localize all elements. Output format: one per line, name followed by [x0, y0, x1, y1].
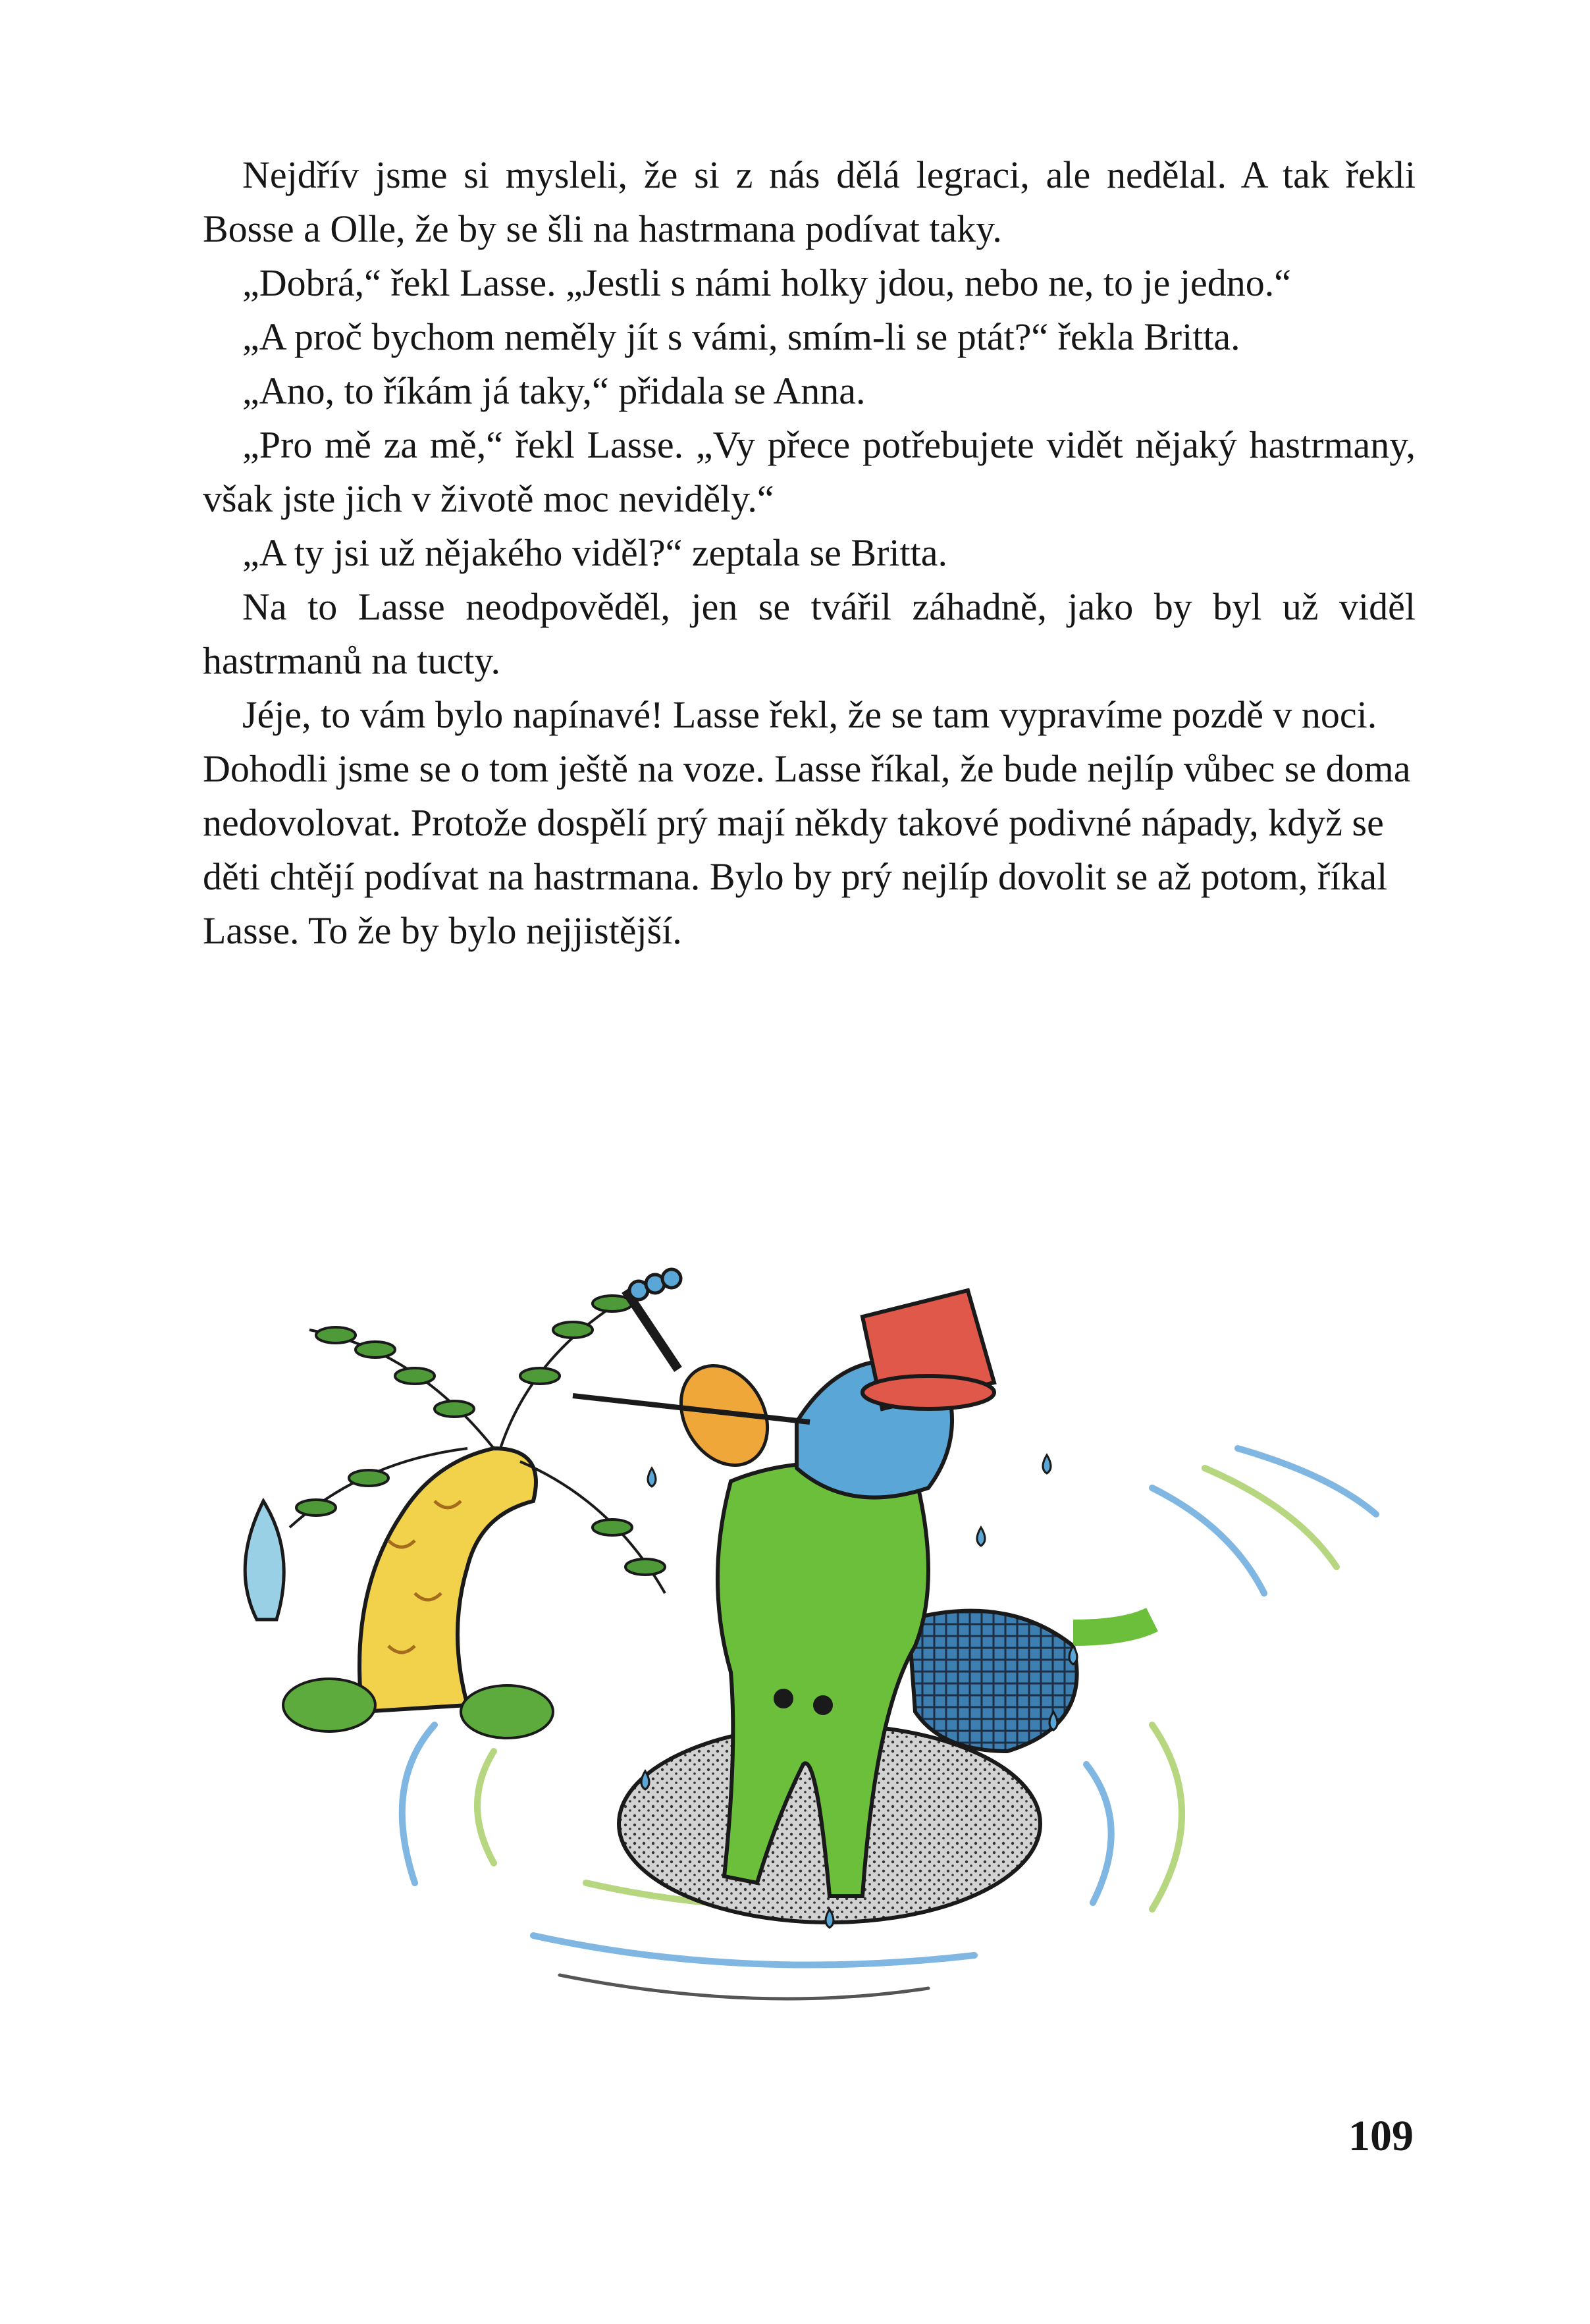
- paragraph: Nejdřív jsme si mysleli, že si z nás dělá legraci, ale nedělal. A tak řekli Bosse a Olle, že by se šli na hastrmana podívat taky.: [203, 153, 1416, 250]
- paragraph: „Ano, to říkám já taky,“ přidala se Anna.: [242, 369, 866, 412]
- paragraph: „A proč bychom neměly jít s vámi, smím-li se ptát?“ řekla Britta.: [242, 315, 1240, 358]
- water-sprite-illustration-icon: [217, 1251, 1416, 2028]
- small-plant: [245, 1501, 284, 1620]
- body-text: [203, 148, 1416, 958]
- paragraph: „Pro mě za mě,“ řekl Lasse. „Vy přece potřebujete vidět nějaký hastrmany, však jste jich v životě moc neviděly.“: [203, 423, 1416, 520]
- paragraph: Na to Lasse neodpověděl, jen se tvářil záhadně, jako by byl už viděl hastrmanů na tucty.: [203, 585, 1416, 682]
- paragraph: „Dobrá,“ řekl Lasse. „Jestli s námi holky jdou, nebo ne, to je jedno.“: [242, 261, 1291, 304]
- paragraph: „A ty jsi už nějakého viděl?“ zeptala se Britta.: [242, 531, 947, 574]
- willow-tree: [283, 1290, 665, 1738]
- page-number: 109: [1348, 2112, 1414, 2160]
- paragraph: Jéje, to vám bylo napínavé! Lasse řekl, že se tam vypravíme pozdě v noci. Dohodli jsme se o tom ještě na voze. Lasse říkal, že bude nejlíp vůbec se doma nedovolovat. Protože dospělí prý mají někdy takové podivné nápady, když se děti chtějí podívat na hastrmana. Bylo by prý nejlíp dovolit se až potom, říkal Lasse. To že by bylo nejjistější.: [203, 693, 1411, 952]
